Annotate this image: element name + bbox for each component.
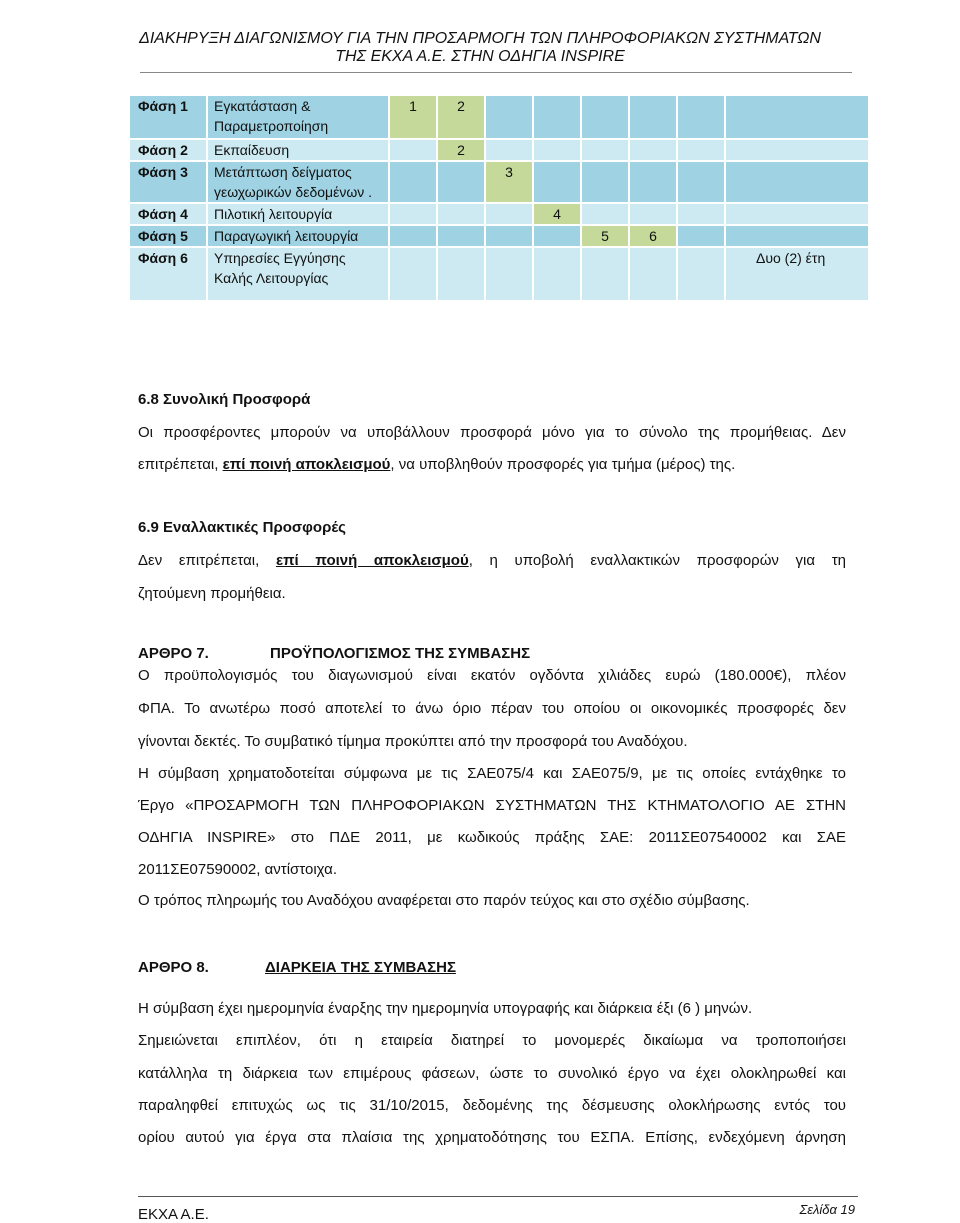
paragraph-line: Η σύμβαση χρηματοδοτείται σύμφωνα με τις ΣΑΕ075/4 και ΣΑΕ075/9, με τις οποίες εντάχθηκε το bbox=[138, 765, 846, 782]
phase-label: Φάση 6 bbox=[130, 248, 206, 300]
schedule-cell bbox=[582, 204, 628, 224]
paragraph-line: γίνονται δεκτές. Το συμβατικό τίμημα προκύπτει από την προσφορά του Αναδόχου. bbox=[138, 733, 688, 750]
schedule-cell bbox=[678, 96, 724, 138]
paragraph-line: ζητούμενη προμήθεια. bbox=[138, 585, 286, 602]
table-row bbox=[130, 204, 868, 224]
schedule-cell bbox=[726, 162, 868, 202]
schedule-cell bbox=[726, 204, 868, 224]
phase-description: Μετάπτωση δείγματος γεωχωρικών δεδομένων . bbox=[208, 162, 388, 202]
schedule-cell bbox=[486, 248, 532, 300]
paragraph-line: κατάλληλα τη διάρκεια των επιμέρους φάσεων, ώστε το συνολικό έργο να έχει ολοκληρωθεί και bbox=[138, 1065, 846, 1082]
schedule-cell bbox=[390, 226, 436, 246]
schedule-cell: 3 bbox=[486, 162, 532, 202]
phase-description: Πιλοτική λειτουργία bbox=[208, 204, 388, 224]
paragraph-line: Ο τρόπος πληρωμής του Αναδόχου αναφέρεται στο παρόν τεύχος και στο σχέδιο σύμβασης. bbox=[138, 892, 750, 909]
article-label: ΑΡΘΡΟ 7. bbox=[138, 645, 209, 662]
header-line-2: ΤΗΣ ΕΚΧΑ Α.Ε. ΣΤΗΝ ΟΔΗΓΙΑ INSPIRE bbox=[335, 48, 625, 65]
schedule-cell bbox=[678, 140, 724, 160]
text-run: , να υποβληθούν προσφορές για τμήμα (μέρος) της. bbox=[390, 456, 736, 473]
schedule-cell bbox=[390, 140, 436, 160]
table-row bbox=[130, 226, 868, 246]
text-run: , η υποβολή εναλλακτικών προσφορών για τη bbox=[468, 552, 846, 569]
schedule-cell bbox=[486, 204, 532, 224]
schedule-cell bbox=[630, 96, 676, 138]
schedule-cell bbox=[390, 204, 436, 224]
article-title: ΔΙΑΡΚΕΙΑ ΤΗΣ ΣΥΜΒΑΣΗΣ bbox=[265, 959, 456, 976]
phase-label: Φάση 4 bbox=[130, 204, 206, 224]
paragraph-line: 2011ΣΕ07590002, αντίστοιχα. bbox=[138, 861, 337, 878]
article-8-heading bbox=[138, 959, 846, 977]
text-run: επιτρέπεται, bbox=[138, 456, 223, 473]
paragraph-line: ΟΔΗΓΙΑ INSPIRE» στο ΠΔΕ 2011, με κωδικούς πράξης ΣΑΕ: 2011ΣΕ07540002 και ΣΑΕ bbox=[138, 829, 846, 846]
schedule-cell bbox=[534, 162, 580, 202]
schedule-cell bbox=[582, 140, 628, 160]
emphasis-text: επί ποινή αποκλεισμού bbox=[222, 456, 391, 473]
table-row bbox=[130, 140, 868, 160]
footer-organization: ΕΚΧΑ Α.Ε. bbox=[138, 1206, 209, 1223]
schedule-cell bbox=[534, 96, 580, 138]
schedule-cell bbox=[486, 226, 532, 246]
section-6-9-title: 6.9 Εναλλακτικές Προσφορές bbox=[138, 519, 346, 536]
schedule-cell bbox=[630, 162, 676, 202]
paragraph-line: ΦΠΑ. Το ανωτέρω ποσό αποτελεί το άνω όριο πέραν του οποίου οι οικονομικές προσφορές δεν bbox=[138, 700, 846, 717]
article-7-heading bbox=[138, 645, 846, 663]
schedule-cell bbox=[630, 204, 676, 224]
phase-label: Φάση 1 bbox=[130, 96, 206, 138]
phase-description: Υπηρεσίες Εγγύησης Καλής Λειτουργίας bbox=[208, 248, 388, 300]
schedule-cell bbox=[582, 248, 628, 300]
schedule-cell bbox=[534, 140, 580, 160]
phase-description: Παραγωγική λειτουργία bbox=[208, 226, 388, 246]
table-row bbox=[130, 96, 868, 138]
schedule-cell bbox=[678, 226, 724, 246]
paragraph-line bbox=[138, 552, 846, 570]
schedule-cell bbox=[630, 248, 676, 300]
phase-description: Εκπαίδευση bbox=[208, 140, 388, 160]
paragraph-line: Έργο «ΠΡΟΣΑΡΜΟΓΗ ΤΩΝ ΠΛΗΡΟΦΟΡΙΑΚΩΝ ΣΥΣΤΗΜΑΤΩΝ ΤΗΣ ΚΤΗΜΑΤΟΛΟΓΙΟ ΑΕ ΣΤΗΝ bbox=[138, 797, 846, 814]
header-line-1: ΔΙΑΚΗΡΥΞΗ ΔΙΑΓΩΝΙΣΜΟΥ ΓΙΑ ΤΗΝ ΠΡΟΣΑΡΜΟΓΗ ΤΩΝ ΠΛΗΡΟΦΟΡΙΑΚΩΝ ΣΥΣΤΗΜΑΤΩΝ bbox=[139, 30, 821, 47]
paragraph-line: παραληφθεί επιτυχώς ως τις 31/10/2015, δεδομένης της δέσμευσης ολοκλήρωσης εντός του bbox=[138, 1097, 846, 1114]
paragraph-line: ορίου αυτού για έργα στα πλαίσια της χρηματοδότησης του ΕΣΠΑ. Επίσης, ενδεχόμενη άρνηση bbox=[138, 1129, 846, 1146]
schedule-cell bbox=[534, 226, 580, 246]
page-number: Σελίδα 19 bbox=[799, 1202, 855, 1217]
schedule-cell bbox=[630, 140, 676, 160]
table-row bbox=[130, 162, 868, 202]
warranty-duration: Δυο (2) έτη bbox=[756, 250, 826, 266]
phase-label: Φάση 3 bbox=[130, 162, 206, 202]
schedule-cell bbox=[534, 248, 580, 300]
schedule-cell bbox=[582, 162, 628, 202]
schedule-cell bbox=[726, 226, 868, 246]
text-run: Δεν επιτρέπεται, bbox=[138, 552, 276, 569]
paragraph-line: Σημειώνεται επιπλέον, ότι η εταιρεία διατηρεί το μονομερές δικαίωμα να τροποποιήσει bbox=[138, 1032, 846, 1049]
page-header bbox=[0, 30, 960, 66]
article-label: ΑΡΘΡΟ 8. bbox=[138, 959, 209, 976]
schedule-cell bbox=[678, 162, 724, 202]
paragraph-line: Ο προϋπολογισμός του διαγωνισμού είναι εκατόν ογδόντα χιλιάδες ευρώ (180.000€), πλέον bbox=[138, 667, 846, 684]
schedule-cell bbox=[438, 226, 484, 246]
schedule-table bbox=[128, 94, 870, 302]
schedule-cell bbox=[726, 140, 868, 160]
schedule-cell bbox=[390, 248, 436, 300]
paragraph-line: Οι προσφέροντες μπορούν να υποβάλλουν προσφορά μόνο για το σύνολο της προμήθειας. Δεν bbox=[138, 424, 846, 441]
schedule-cell: 6 bbox=[630, 226, 676, 246]
schedule-cell bbox=[486, 96, 532, 138]
schedule-cell bbox=[390, 162, 436, 202]
header-divider bbox=[140, 72, 852, 73]
paragraph-line bbox=[138, 456, 846, 474]
schedule-cell bbox=[678, 204, 724, 224]
paragraph-line: Η σύμβαση έχει ημερομηνία έναρξης την ημερομηνία υπογραφής και διάρκεια έξι (6 ) μηνών. bbox=[138, 1000, 753, 1017]
phase-label: Φάση 2 bbox=[130, 140, 206, 160]
section-6-8-title: 6.8 Συνολική Προσφορά bbox=[138, 391, 311, 408]
phase-label: Φάση 5 bbox=[130, 226, 206, 246]
article-title: ΠΡΟΫΠΟΛΟΓΙΣΜΟΣ ΤΗΣ ΣΥΜΒΑΣΗΣ bbox=[270, 645, 531, 662]
schedule-cell bbox=[726, 248, 868, 300]
schedule-cell bbox=[438, 162, 484, 202]
table-row bbox=[130, 248, 868, 300]
phase-description: Εγκατάσταση & Παραμετροποίηση bbox=[208, 96, 388, 138]
schedule-cell: 2 bbox=[438, 96, 484, 138]
schedule-cell bbox=[438, 248, 484, 300]
schedule-cell bbox=[678, 248, 724, 300]
schedule-cell: 4 bbox=[534, 204, 580, 224]
schedule-cell bbox=[582, 96, 628, 138]
schedule-cell bbox=[438, 204, 484, 224]
footer-divider bbox=[138, 1196, 858, 1197]
schedule-cell: 5 bbox=[582, 226, 628, 246]
schedule-cell bbox=[726, 96, 868, 138]
schedule-cell bbox=[486, 140, 532, 160]
schedule-cell: 1 bbox=[390, 96, 436, 138]
emphasis-text: επί ποινή αποκλεισμού bbox=[275, 552, 469, 569]
schedule-cell: 2 bbox=[438, 140, 484, 160]
